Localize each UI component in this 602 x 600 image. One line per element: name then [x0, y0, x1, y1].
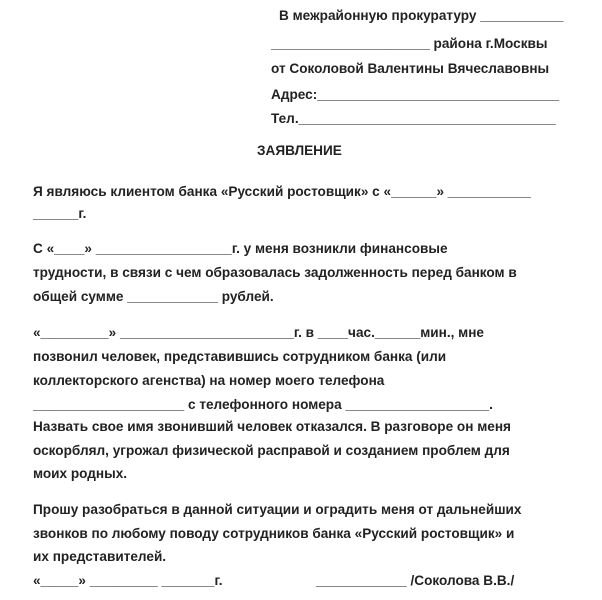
paragraph3-line3: коллекторского агенства) на номер моего телефона: [33, 373, 385, 388]
header-line-address: Адрес:________________________________: [271, 87, 560, 102]
document-title: ЗАЯВЛЕНИЕ: [257, 143, 342, 158]
header-line-district: _____________________ района г.Москвы: [271, 36, 548, 51]
paragraph4-line1: Прошу разобраться в данной ситуации и оградить меня от дальнейших: [33, 502, 522, 517]
paragraph4-line2: звонков по любому поводу сотрудников банка «Русский ростовщик» и: [33, 526, 515, 541]
paragraph3-line7: моих родных.: [33, 466, 128, 481]
paragraph1-line1: Я являюсь клиентом банка «Русский ростовщик» с «______» ___________: [33, 184, 531, 199]
paragraph3-line5: Назвать свое имя звонивший человек отказался. В разговоре он меня: [33, 419, 511, 434]
paragraph1-line2: ______г.: [33, 206, 87, 221]
paragraph3-line6: оскорблял, угрожал физической расправой и созданием проблем для: [33, 443, 510, 458]
paragraph3-line4: ____________________ с телефонного номера ___________________.: [33, 397, 493, 412]
paragraph2-line1: С «____» __________________г. у меня возникли финансовые: [33, 241, 448, 256]
header-line-prosecutor: В межрайонную прокуратуру ___________: [279, 8, 564, 23]
footer-date: «_____» _________ _______г.: [33, 573, 223, 588]
paragraph3-line1: «_________» _______________________г. в ____час.______мин., мне: [33, 325, 484, 340]
header-line-from: от Соколовой Валентины Вячеславовны: [271, 61, 550, 76]
paragraph4-line3: их представителей.: [33, 549, 167, 564]
paragraph2-line2: трудности, в связи с чем образовалась задолженность перед банком в: [33, 265, 517, 280]
header-line-phone: Тел.__________________________________: [271, 111, 556, 126]
footer-signature: ____________ /Соколова В.В./: [316, 573, 515, 588]
paragraph3-line2: позвонил человек, представившись сотрудником банка (или: [33, 349, 447, 364]
paragraph2-line3: общей сумме ____________ рублей.: [33, 289, 274, 304]
